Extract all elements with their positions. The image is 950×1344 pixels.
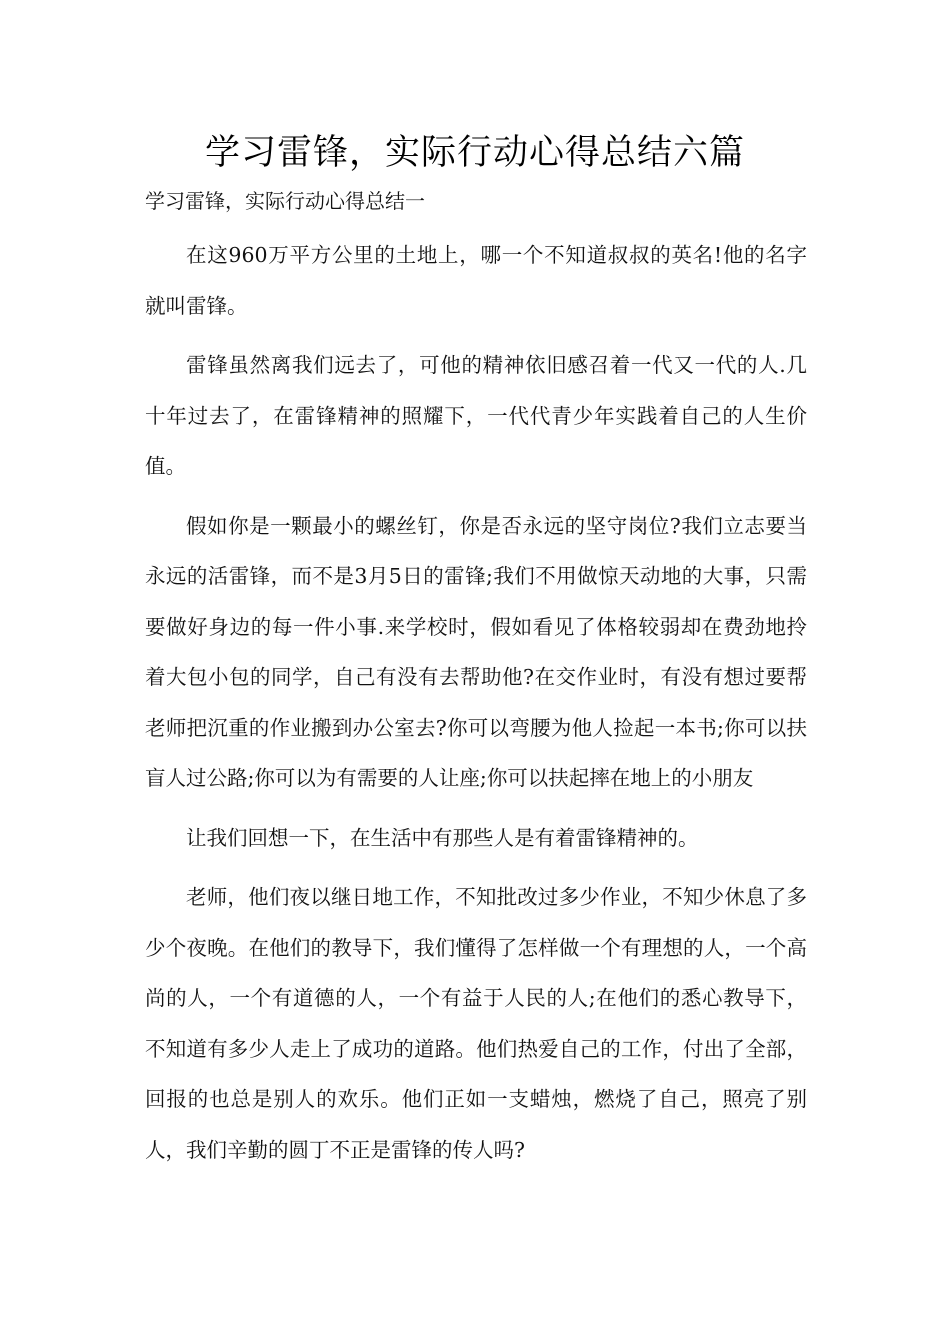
document-title: 学习雷锋，实际行动心得总结六篇 [204, 133, 745, 173]
paragraph-1: 在这960万平方公里的土地上，哪一个不知道叔叔的英名!他的名字就叫雷锋。 [145, 243, 807, 318]
paragraph-2: 雷锋虽然离我们远去了，可他的精神依旧感召着一代又一代的人.几十年过去了，在雷锋精神的照耀下，一代代青少年实践着自己的人生价值。 [145, 353, 807, 478]
paragraph-5: 老师，他们夜以继日地工作，不知批改过多少作业，不知少休息了多少个夜晚。在他们的教导下，我们懂得了怎样做一个有理想的人，一个高尚的人，一个有道德的人，一个有益于人民的人;在他们的悉心教导下，不知道有多少人走上了成功的道路。他们热爱自己的工作，付出了全部，回报的也总是别人的欢乐。他们正如一支蜡烛，燃烧了自己，照亮了别人，我们辛勤的圆丁不正是雷锋的传人吗? [145, 885, 807, 1162]
paragraph-4: 让我们回想一下，在生活中有那些人是有着雷锋精神的。 [186, 825, 699, 850]
document-body [145, 230, 807, 1184]
section-heading: 学习雷锋，实际行动心得总结一 [145, 189, 425, 213]
paragraph-3: 假如你是一颗最小的螺丝钉，你是否永远的坚守岗位?我们立志要当永远的活雷锋，而不是3月5日的雷锋;我们不用做惊天动地的大事，只需要做好身边的每一件小事.来学校时，假如看见了体格较弱却在费劲地拎着大包小包的同学，自己有没有去帮助他?在交作业时，有没有想过要帮老师把沉重的作业搬到办公室去?你可以弯腰为他人捡起一本书;你可以扶盲人过公路;你可以为有需要的人让座;你可以扶起摔在地上的小朋友 [145, 513, 807, 790]
